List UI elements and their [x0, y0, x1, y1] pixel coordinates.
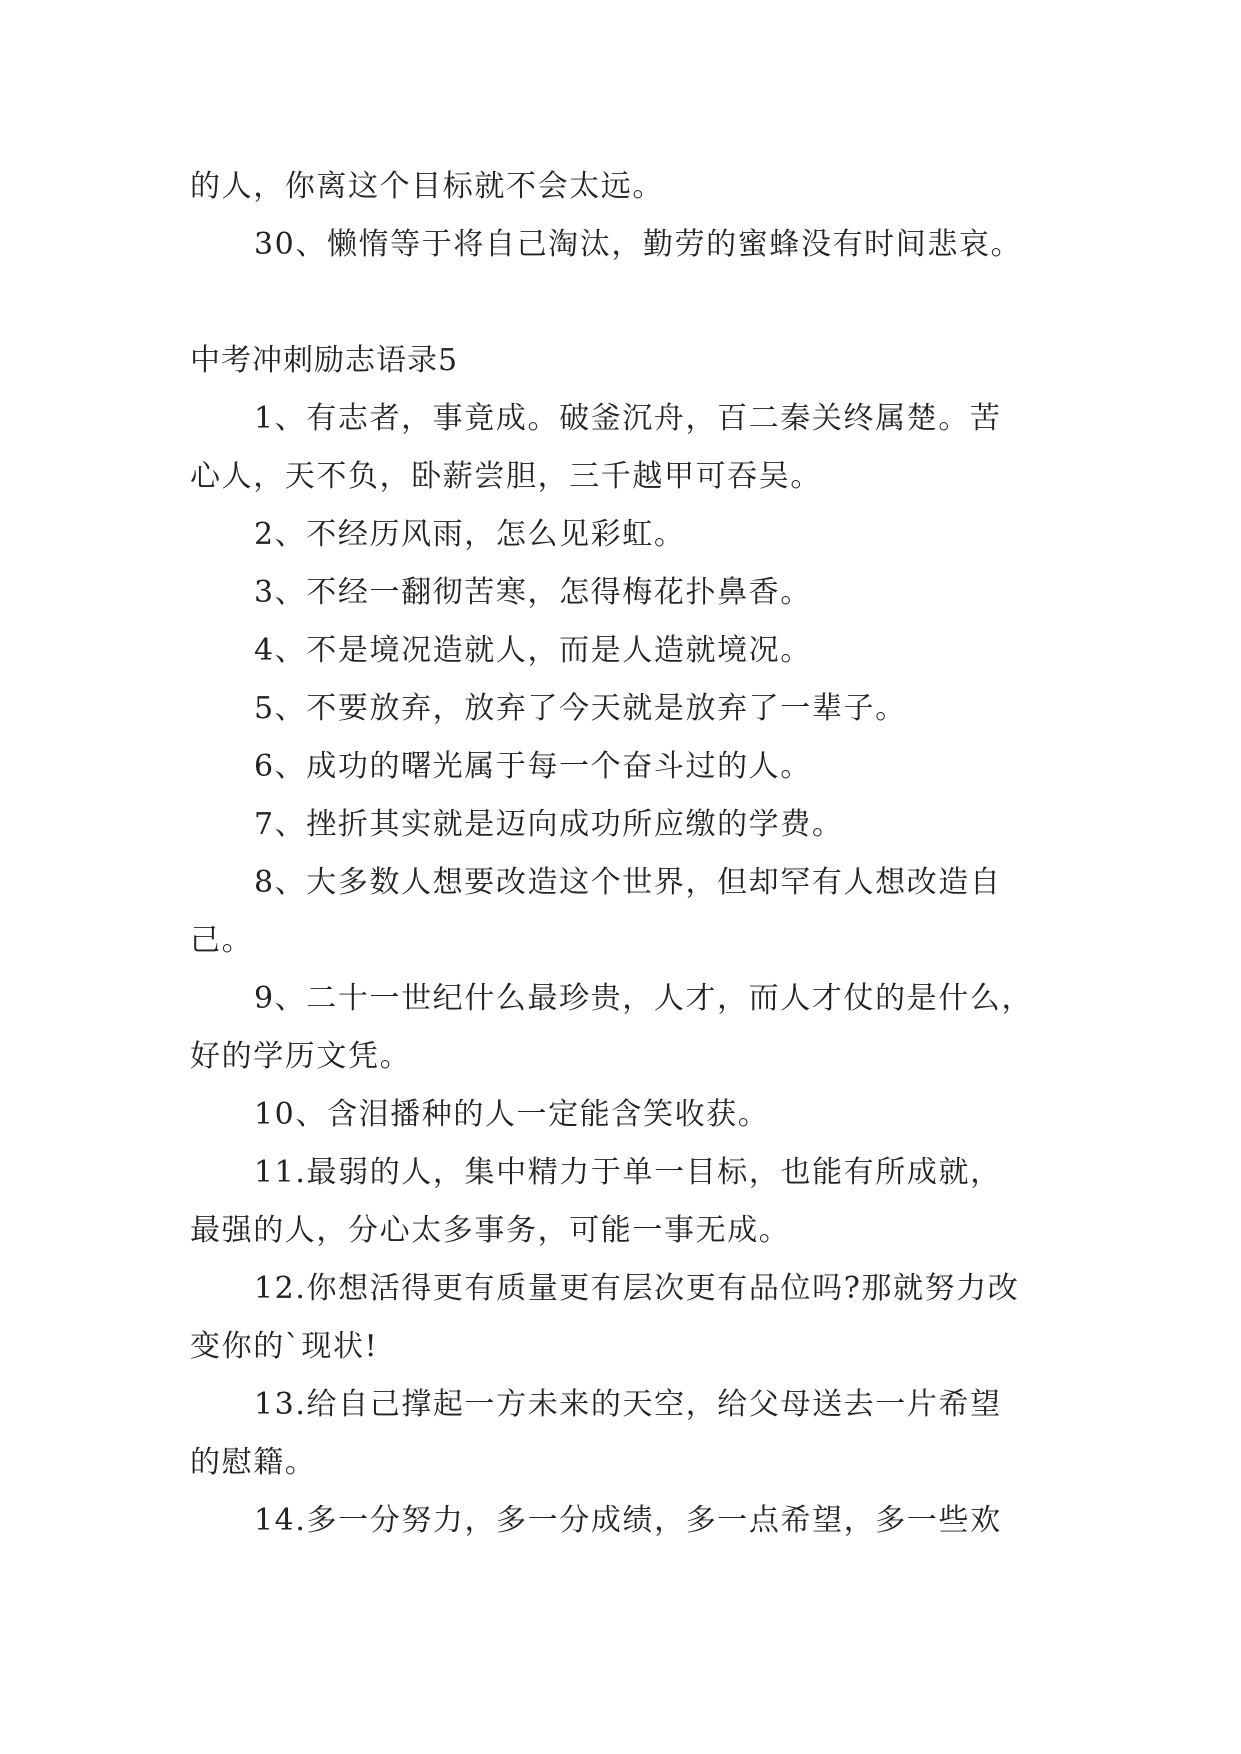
item-3: 3、不经一翻彻苦寒，怎得梅花扑鼻香。 — [254, 575, 812, 610]
item-9-line-2: 好的学历文凭。 — [190, 1039, 412, 1074]
item-7: 7、挫折其实就是迈向成功所应缴的学费。 — [254, 807, 844, 842]
item-13-line-2: 的慰籍。 — [190, 1445, 317, 1480]
item-12-line-1: 12.你想活得更有质量更有层次更有品位吗?那就努力改 — [254, 1271, 1020, 1306]
item-8-line-1: 8、大多数人想要改造这个世界，但却罕有人想改造自 — [254, 865, 1002, 900]
document-body — [190, 158, 1070, 1550]
item-9-line-1: 9、二十一世纪什么最珍贵，人才，而人才仗的是什么， — [254, 981, 1034, 1016]
item-13-line-1: 13.给自己撑起一方未来的天空，给父母送去一片希望 — [254, 1387, 1002, 1422]
item-8-line-2: 己。 — [190, 923, 254, 958]
item-14-line-1: 14.多一分努力，多一分成绩，多一点希望，多一些欢 — [254, 1503, 1002, 1538]
item-2: 2、不经历风雨，怎么见彩虹。 — [254, 517, 686, 552]
item-1-line-1: 1、有志者，事竟成。破釜沉舟，百二秦关终属楚。苦 — [254, 401, 1002, 436]
carryover-line: 的人，你离这个目标就不会太远。 — [190, 169, 664, 204]
item-11-line-2: 最强的人，分心太多事务，可能一事无成。 — [190, 1213, 791, 1248]
item-4: 4、不是境况造就人，而是人造就境况。 — [254, 633, 812, 668]
item-1-line-2: 心人，天不负，卧薪尝胆，三千越甲可吞吴。 — [190, 459, 822, 494]
item-30: 30、懒惰等于将自己淘汰，勤劳的蜜蜂没有时间悲哀。 — [254, 227, 1023, 262]
item-6: 6、成功的曙光属于每一个奋斗过的人。 — [254, 749, 812, 784]
item-12-line-2: 变你的`现状! — [190, 1329, 379, 1364]
item-5: 5、不要放弃，放弃了今天就是放弃了一辈子。 — [254, 691, 907, 726]
section-gap — [190, 274, 1070, 332]
item-11-line-1: 11.最弱的人，集中精力于单一目标，也能有所成就， — [254, 1155, 1002, 1190]
section-title: 中考冲刺励志语录5 — [190, 343, 459, 378]
item-10: 10、含泪播种的人一定能含笑收获。 — [254, 1097, 770, 1132]
